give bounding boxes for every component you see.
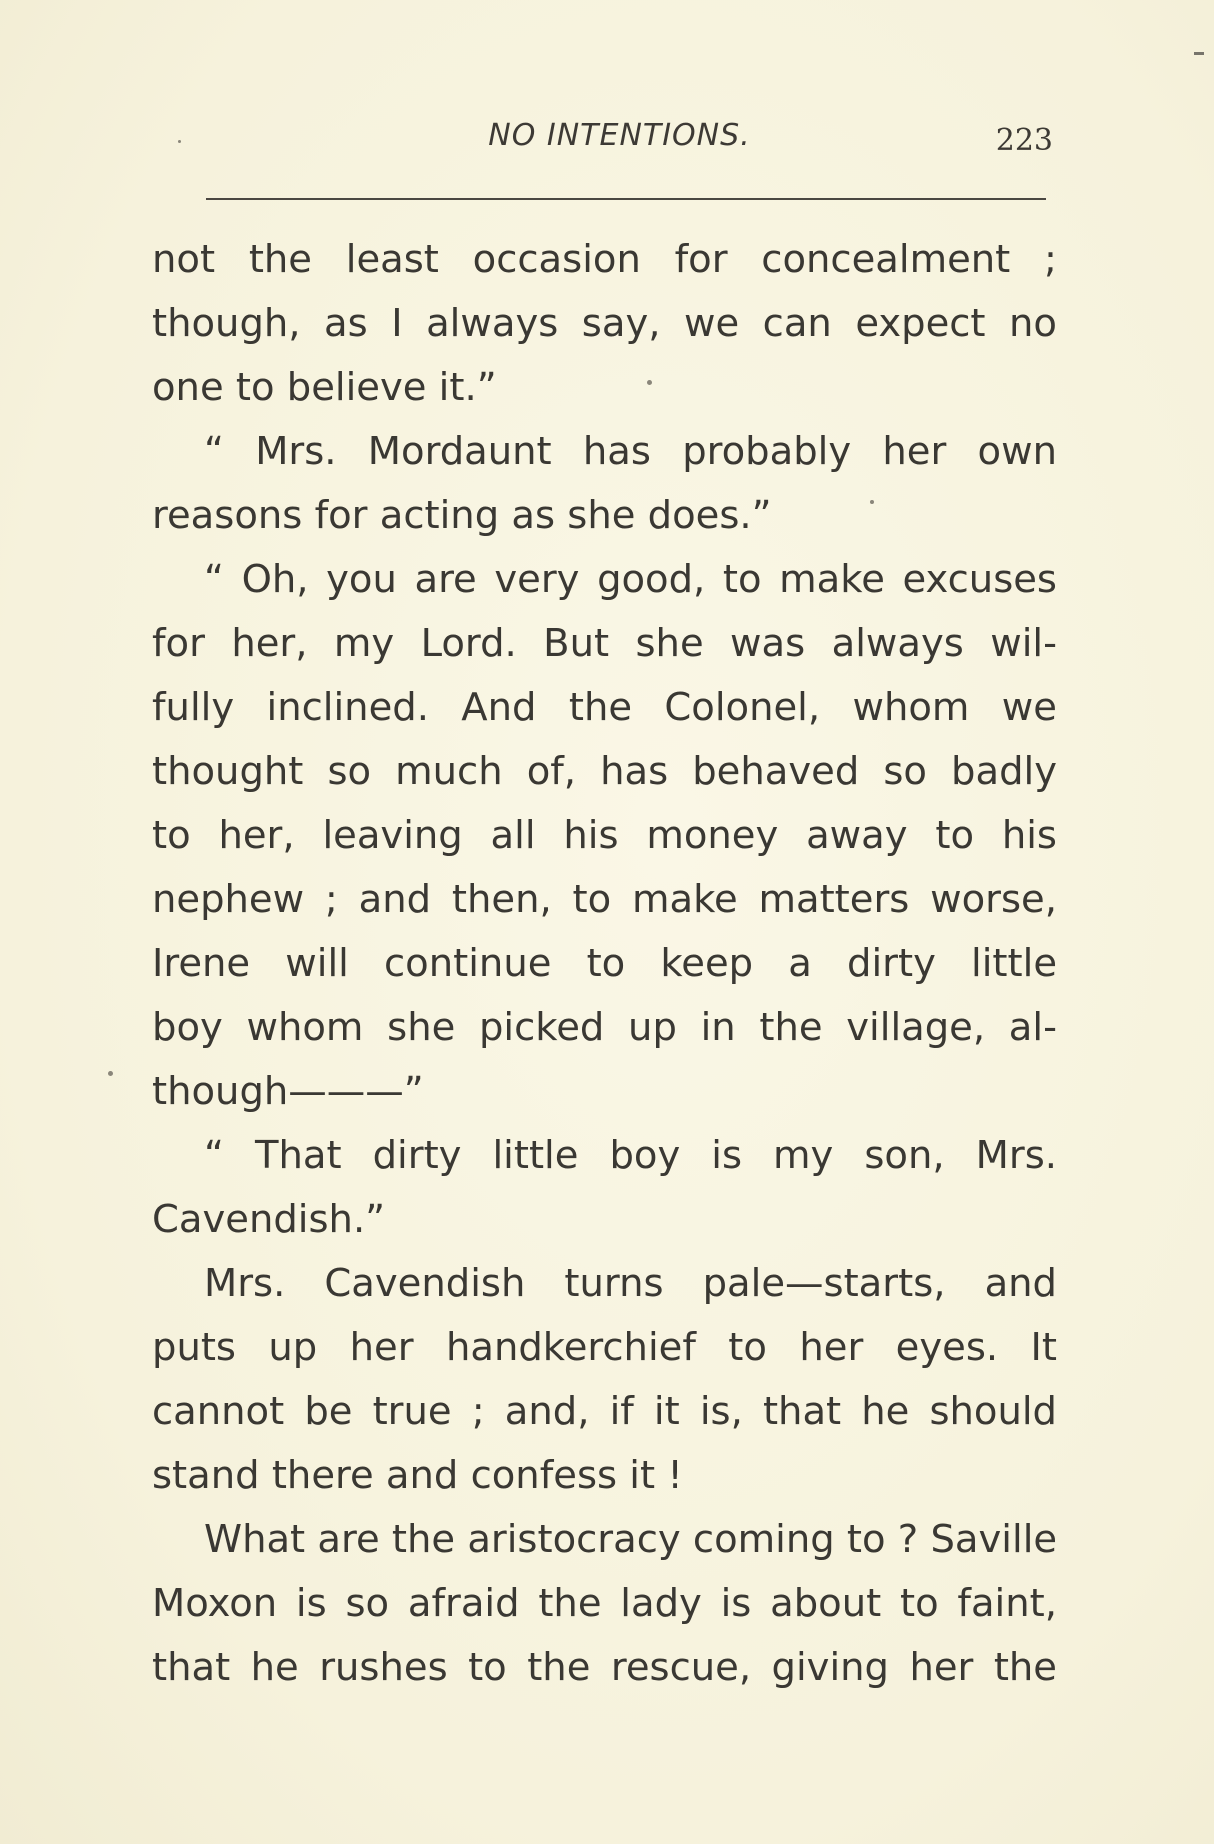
text-line: cannot be true ; and, if it is, that he should [152,1389,1057,1434]
page-number: 223 [995,123,1053,158]
edge-mark [1194,52,1204,55]
text-line: reasons for acting as she does.” [152,493,772,538]
text-line: to her, leaving all his money away to his [152,813,1057,858]
text-line: Cavendish.” [152,1197,386,1242]
body-text [152,228,1057,1700]
header-rule [206,198,1046,200]
text-line: one to believe it.” [152,365,497,410]
ink-speck [870,500,874,504]
text-line: not the least occasion for concealment ; [152,237,1057,282]
text-line: “ That dirty little boy is my son, Mrs. [204,1133,1057,1178]
text-line: fully inclined. And the Colonel, whom we [152,685,1057,730]
text-line: Irene will continue to keep a dirty little [152,941,1057,986]
text-line: Moxon is so afraid the lady is about to faint, [152,1581,1057,1626]
text-line: “ Mrs. Mordaunt has probably her own [204,429,1057,474]
text-line: boy whom she picked up in the village, al- [152,1005,1057,1050]
ink-speck [647,380,652,385]
running-title: NO INTENTIONS. [488,118,751,153]
text-line: nephew ; and then, to make matters worse, [152,877,1057,922]
text-line: thought so much of, has behaved so badly [152,749,1057,794]
text-line: though———” [152,1069,424,1114]
ink-speck [178,140,181,143]
ink-speck [108,1071,113,1076]
text-line: What are the aristocracy coming to ? Saville [204,1517,1058,1562]
text-line: puts up her handkerchief to her eyes. It [152,1325,1057,1370]
page-header [152,118,1057,168]
text-line: “ Oh, you are very good, to make excuses [204,557,1057,602]
text-line: for her, my Lord. But she was always wil- [152,621,1057,666]
text-line: though, as I always say, we can expect no [152,301,1057,346]
text-line: stand there and confess it ! [152,1453,683,1498]
text-line: Mrs. Cavendish turns pale—starts, and [204,1261,1057,1306]
text-line: that he rushes to the rescue, giving her the [152,1645,1057,1690]
